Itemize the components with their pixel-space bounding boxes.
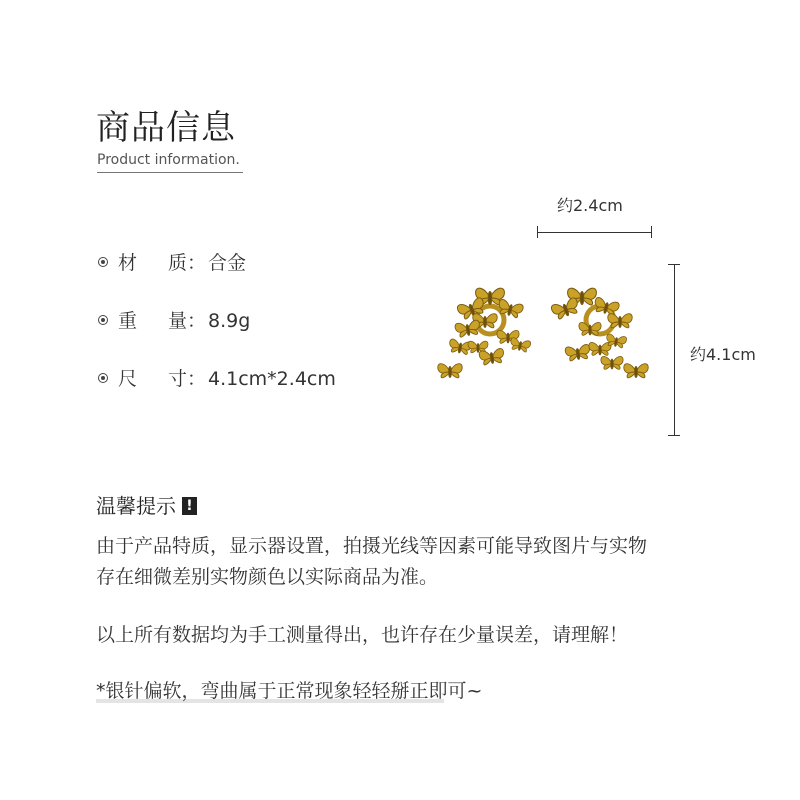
tips-paragraph-2: 以上所有数据均为手工测量得出，也许存在少量误差，请理解！ bbox=[96, 624, 629, 646]
spec-row-weight bbox=[98, 306, 250, 333]
width-dimension-line bbox=[537, 232, 652, 233]
height-dimension-tick-top bbox=[668, 264, 680, 265]
page-title: 商品信息 bbox=[96, 108, 236, 148]
spec-row-material bbox=[98, 248, 246, 275]
spec-value: 8.9g bbox=[208, 310, 251, 332]
width-dimension-label: 约2.4cm bbox=[557, 196, 623, 215]
page-subtitle: Product information. bbox=[97, 152, 243, 173]
right-earring bbox=[550, 288, 648, 378]
spec-value: 合金 bbox=[208, 252, 247, 274]
tips-paragraph-1-line-1: 由于产品特质，显示器设置，拍摄光线等因素可能导致图片与实物 bbox=[96, 535, 648, 557]
spec-key-second: 质： bbox=[168, 252, 207, 274]
bullet-icon bbox=[98, 257, 108, 267]
spec-key-first: 重 bbox=[118, 310, 138, 332]
spec-key-second: 寸： bbox=[168, 368, 207, 390]
exclamation-icon: ! bbox=[182, 497, 197, 515]
spec-key-first: 尺 bbox=[118, 368, 138, 390]
tips-note: *银针偏软，弯曲属于正常现象轻轻掰正即可~ bbox=[96, 680, 483, 702]
spec-value: 4.1cm*2.4cm bbox=[208, 368, 336, 390]
spec-key-second: 量： bbox=[168, 310, 207, 332]
tips-title bbox=[96, 490, 197, 519]
width-dimension-tick-left bbox=[537, 226, 538, 238]
width-dimension-tick-right bbox=[651, 226, 652, 238]
height-dimension-line bbox=[674, 264, 675, 436]
earrings-image bbox=[430, 280, 660, 400]
height-dimension-tick-bottom bbox=[668, 435, 680, 436]
bullet-icon bbox=[98, 373, 108, 383]
bullet-icon bbox=[98, 315, 108, 325]
tips-paragraph-1 bbox=[96, 531, 647, 593]
spec-key-first: 材 bbox=[118, 252, 138, 274]
tips-paragraph-1-line-2: 存在细微差别实物颜色以实际商品为准。 bbox=[96, 566, 439, 588]
spec-row-size bbox=[98, 364, 336, 391]
height-dimension-label: 约4.1cm bbox=[690, 345, 756, 364]
left-earring bbox=[438, 288, 531, 378]
tips-title-text: 温馨提示 bbox=[96, 494, 176, 518]
